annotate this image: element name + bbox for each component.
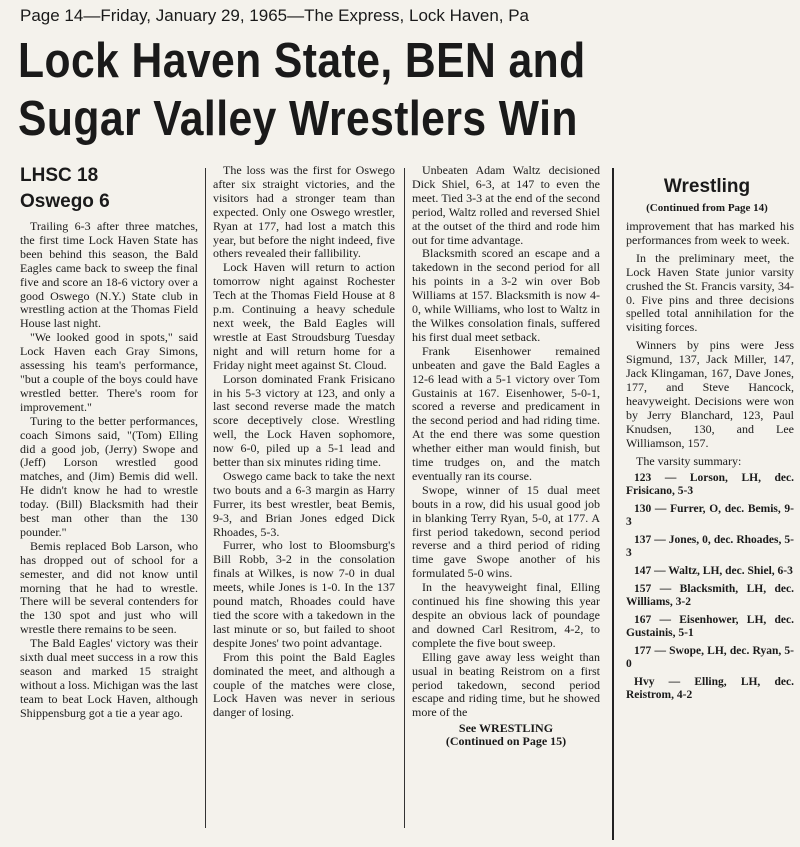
summary-item: 177 — Swope, LH, dec. Ryan, 5-0 bbox=[626, 645, 794, 671]
score-line-visitor: Oswego 6 bbox=[20, 191, 110, 212]
headline-line-2: Sugar Valley Wrestlers Win bbox=[18, 92, 578, 146]
paragraph: Swope, winner of 15 dual meet bouts in a row, did his usual good job in blanking Terry Ryan, 5-0, at 177. A first period takedown, second period reverse and a third period of riding time gave Swope another of his formulated 5-0 wins. bbox=[412, 482, 600, 581]
summary-item: 123 — Lorson, LH, dec. Frisicano, 5-3 bbox=[626, 472, 794, 498]
headline bbox=[18, 32, 692, 152]
paragraph: Lock Haven will return to action tomorrow night against Rochester Tech at the Thomas Field House at 8 p.m. Continuing a heavy schedule next week, the Bald Eagles will wrestle at East Stroudsburg Tuesday night and will return home for a Friday night meet against St. Cloud. bbox=[213, 260, 395, 372]
article-column-2 bbox=[213, 164, 395, 840]
summary-item: 167 — Eisenhower, LH, dec. Gustainis, 5-1 bbox=[626, 614, 794, 640]
sidebar-continued-from: (Continued from Page 14) bbox=[646, 202, 768, 214]
summary-item: 130 — Furrer, O, dec. Bemis, 9-3 bbox=[626, 503, 794, 529]
summary-item: 147 — Waltz, LH, dec. Shiel, 6-3 bbox=[634, 565, 793, 578]
column-divider bbox=[404, 168, 405, 828]
paragraph: improvement that has marked his performances from week to week. bbox=[626, 220, 794, 247]
paragraph: Frank Eisenhower remained unbeaten and gave the Bald Eagles a 12-6 lead with a 5-1 victory over Tom Gustainis at 167. Eisenhower, 5-0-1, scored a reverse and predicament in the second period and had riding time. At the end there was some question whether either man would finish, but time trudges on, and the match eventually ran its course. bbox=[412, 343, 600, 483]
headline-line-1: Lock Haven State, BEN and bbox=[18, 34, 586, 88]
paragraph: From this point the Bald Eagles dominated the meet, and although a couple of the matches were close, Lock Haven was never in serious danger of losing. bbox=[213, 649, 395, 720]
summary-item: 137 — Jones, 0, dec. Rhoades, 5-3 bbox=[626, 534, 794, 560]
paragraph: "We looked good in spots," said Lock Haven each Gray Simons, assessing his team's performance, "but a couple of the boys could have wrestled better. There's room for improvement." bbox=[20, 330, 198, 414]
paragraph: In the heavyweight final, Elling continued his fine showing this year despite an obvious lack of poundage and downed Carl Resitrom, 4-2, to complete the five bout sweep. bbox=[412, 580, 600, 650]
paragraph: The loss was the first for Oswego after six straight victories, and the visitors had a stronger team than expected. Only one Oswego wrestler, Ryan at 177, had lost a match this year, but before the night indeed, five others revealed their fallibility. bbox=[213, 164, 395, 261]
score-line-home: LHSC 18 bbox=[20, 165, 99, 186]
sidebar-title: Wrestling bbox=[663, 176, 751, 197]
paragraph: Lorson dominated Frank Frisicano in his 5-3 victory at 123, and only a last second reverse made the match score deceptively close. Wrestling well, the Lock Haven sophomore, now 6-0, piled up a 5-1 lead and better than six minutes riding time. bbox=[213, 371, 395, 470]
paragraph: In the preliminary meet, the Lock Haven State junior varsity crushed the St. Francis varsity, 34-0. Five pins and three decisions spelled total annihilation for the visiting forces. bbox=[626, 250, 794, 335]
paragraph: Furrer, who lost to Bloomsburg's Bill Robb, 3-2 in the consolation finals at Wilkes, is now 7-0 in dual meets, while Jones is 1-0. In the 137 pound match, Rhoades could have tied the score with a takedown in the last minute or so, but failed to shoot despite Jones' two point advantage. bbox=[213, 538, 395, 650]
paragraph: Oswego came back to take the next two bouts and a 6-3 margin as Harry Furrer, its best wrestler, beat Bemis, 9-3, and Brian Jones edged Dick Rhoades, 5-3. bbox=[213, 468, 395, 539]
paragraph: Trailing 6-3 after three matches, the first time Lock Haven State has been behind this season, the Bald Eagles came back to sweep the final five and score an 18-6 victory over a good Oswego (N.Y.) State club in wrestling action at the Thomas Field House last night. bbox=[20, 219, 198, 331]
article-column-1 bbox=[20, 164, 198, 840]
paragraph: Blacksmith scored an escape and a takedown in the second period for all his points in a 3-2 win over Bob Williams at 157. Blacksmith is now 4-0, while Williams, who lost to Waltz in the Wilkes consolation finals, suffered his first dual meet setback. bbox=[412, 246, 600, 344]
page-dateline: Page 14—Friday, January 29, 1965—The Express, Lock Haven, Pa bbox=[20, 6, 530, 25]
sidebar-body bbox=[614, 220, 800, 707]
varsity-summary-list bbox=[626, 472, 794, 702]
paragraph: Unbeaten Adam Waltz decisioned Dick Shiel, 6-3, at 147 to even the meet. Tied 3-3 at the end of the second period, Waltz rolled and reversed Shiel at the outset of the third and rode him out for time advantage. bbox=[412, 164, 600, 247]
column-divider bbox=[205, 168, 206, 828]
paragraph: Elling gave away less weight than usual in beating Reistrom on a first period takedown, second period escape and riding time, but he showed more of the bbox=[412, 649, 600, 720]
paragraph: Bemis replaced Bob Larson, who has dropped out of school for a semester, and did not know until morning that he had to wrestle. There will be several contenders for the 130 spot and just who will wrestle there remains to be seen. bbox=[20, 538, 198, 637]
sidebar-continuation bbox=[612, 168, 800, 840]
continued-on-line: (Continued on Page 15) bbox=[445, 734, 567, 749]
continuation-reference bbox=[412, 722, 600, 748]
paragraph: The Bald Eagles' victory was their sixth dual meet success in a row this season and marked 15 straight without a loss. Michigan was the last team to beat Lock Haven, although Shippensburg got a tie a year ago. bbox=[20, 636, 198, 720]
article-column-3 bbox=[412, 164, 600, 840]
paragraph: Turing to the better performances, coach Simons said, "(Tom) Elling did a good job, (Jerry) Swope and (Jeff) Lorson wrestled good matches, and (Jim) Bemis did well. He didn't know he had to wrestle today. (Bill) Blacksmith had their best man other than the 130 pounder." bbox=[20, 413, 198, 539]
summary-item: Hvy — Elling, LH, dec. Reistrom, 4-2 bbox=[626, 676, 794, 702]
summary-item: 157 — Blacksmith, LH, dec. Williams, 3-2 bbox=[626, 583, 794, 609]
see-line: See WRESTLING bbox=[458, 721, 554, 736]
paragraph: The varsity summary: bbox=[636, 453, 742, 468]
paragraph: Winners by pins were Jess Sigmund, 137, Jack Miller, 147, Jack Klingaman, 167, Dave Jones, 177, and Steve Hancock, heavyweight. Decisions were won by Jerry Blanchard, 123, Paul Knudsen, 130, and Lee Williamson, 157. bbox=[626, 338, 794, 450]
